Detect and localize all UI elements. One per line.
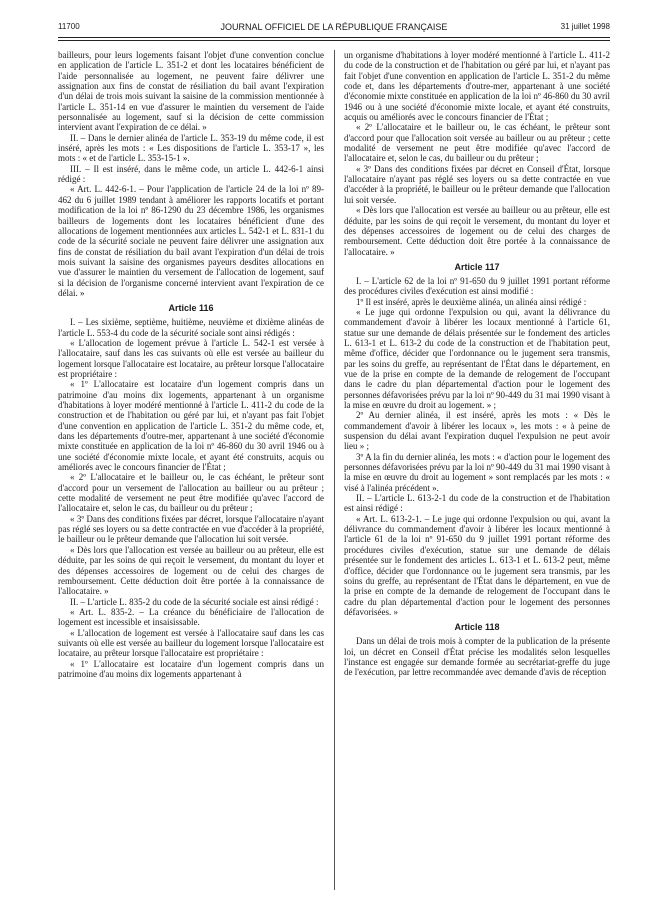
- paragraph: 3º A la fin du dernier alinéa, les mots : « d'action pour le logement des personnes défavorisées prévu par la loi nº 90-449 du 31 mai 1990 visant à la mise en œuvre du droit au logement » sont remplacés par les mots : « visé à l'alinéa précédent ».: [344, 451, 610, 493]
- paragraph: un organisme d'habitations à loyer modéré mentionné à l'article L. 411-2 du code de la construction et de l'habitation ou géré par lui, et n'ayant pas fait l'objet d'une convention en application de l'article L. 351-2 du même code et, dans les départements d'outre-mer, appartenant à une société d'économie mixte constituée en application de la loi nº 46-860 du 30 avril 1946 ou à une société d'économie mixte locale, et ayant été construits, acquis ou améliorés avec le concours financier de l'État ;: [344, 50, 610, 123]
- header-rule: [58, 37, 610, 38]
- paragraph: « 2º L'allocataire et le bailleur ou, le cas échéant, le prêteur sont d'accord pour un versement de l'allocation au bailleur ou au prêteur ; cette modalité de versement ne peut être modifiée qu'avec l'accord de l'allocataire et, selon le cas, du bailleur ou du prêteur ;: [58, 472, 324, 514]
- paragraph: I. – Les sixième, septième, huitième, neuvième et dixième alinéas de l'article L. 553-4 du code de la sécurité sociale sont ainsi rédigés :: [58, 317, 324, 338]
- paragraph: « Art. L. 442-6-1. – Pour l'application de l'article 24 de la loi nº 89-462 du 6 juillet 1989 tendant à améliorer les rapports locatifs et portant modification de la loi nº 86-1290 du 23 décembre 1986, les organismes bailleurs de logements dont les locataires bénéficient d'une des allocations de logement mentionnées aux articles L. 542-1 et L. 831-1 du code de la sécurité sociale ne peuvent faire délivrer une assignation aux fins de constat de résiliation du bail avant l'expiration d'un délai de trois mois suivant la saisine des organismes payeurs desdites allocations en vue d'assurer le maintien du versement de l'allocation de logement, sauf si la décision de l'organisme concerné intervient avant l'expiration de ce délai. »: [58, 184, 324, 298]
- paragraph: « Dès lors que l'allocation est versée au bailleur ou au prêteur, elle est déduite, par les soins de qui reçoit le versement, du montant du loyer et des dépenses accessoires de logement ou de celui des charges de remboursement. Cette déduction doit être portée à la connaissance de l'allocataire. »: [344, 205, 610, 257]
- paragraph: 1º Il est inséré, après le deuxième alinéa, un alinéa ainsi rédigé :: [356, 296, 587, 307]
- right-column: [344, 50, 610, 895]
- paragraph: « Art. L. 835-2. – La créance du bénéficiaire de l'allocation de logement est incessible et insaisissable.: [58, 606, 324, 628]
- paragraph: « 3º Dans des conditions fixées par décret, lorsque l'allocataire n'ayant pas réglé ses loyers ou sa dette contractée en vue d'accéder à la propriété, le bailleur ou le prêteur demande que l'allocation lui soit versée.: [58, 513, 324, 545]
- paragraph: « Le juge qui ordonne l'expulsion ou qui, avant la délivrance du commandement d'avoir à libérer les locaux mentionné à l'article 61, statue sur une demande de délais présentée sur le fondement des articles L. 613-1 et L. 613-2 du code de la construction et de l'habitation peut, même d'office, décider que l'ordonnance ou le jugement sera transmis, par les soins du greffe, au représentant de l'État dans le département, en vue de la prise en compte de la demande de relogement de l'occupant dans le cadre du plan départemental d'action pour le logement des personnes défavorisées prévu par la loi nº 90-449 du 31 mai 1990 visant à la mise en œuvre du droit au logement. » ;: [344, 306, 610, 410]
- article-heading-117: Article 117: [454, 261, 500, 272]
- paragraph: bailleurs, pour leurs logements faisant l'objet d'une convention conclue en application de l'article L. 351-2 et dont les locataires bénéficient de l'aide personnalisée au logement, ne peuvent faire délivrer une assignation aux fins de constat de résiliation du bail avant l'expiration d'un délai de trois mois suivant la saisine de la commission mentionnée à l'article L. 351-14 en vue d'assurer le maintien du versement de l'aide personnalisée au logement, sauf si la décision de cette commission intervient avant l'expiration de ce délai. »: [58, 50, 324, 133]
- paragraph: « L'allocation de logement prévue à l'article L. 542-1 est versée à l'allocataire, sauf dans les cas suivants où elle est versée au bailleur du logement lorsque l'allocataire est locataire, au prêteur lorsque l'allocataire est propriétaire :: [58, 337, 324, 379]
- paragraph: II. – Dans le dernier alinéa de l'article L. 353-19 du même code, il est inséré, après les mots : « Les dispositions de l'article L. 353-17 », les mots : « et de l'article L. 353-15-1 ».: [58, 132, 324, 164]
- paragraph: « Art. L. 613-2-1. – Le juge qui ordonne l'expulsion ou qui, avant la délivrance du commandement d'avoir à libérer les locaux mentionné à l'article 61 de la loi nº 91-650 du 9 juillet 1991 portant réforme des procédures civiles d'exécution, statue sur une demande de délais présentée sur le fondement des articles L. 613-1 et L. 613-2 peut, même d'office, décider que l'ordonnance ou le jugement sera transmis, par les soins du greffe, au représentant de l'État dans le département, en vue de la prise en compte de la demande de relogement de l'occupant dans le cadre du plan départemental d'action pour le logement des personnes défavorisées. »: [344, 513, 610, 617]
- paragraph: 2º Au dernier alinéa, il est inséré, après les mots : « Dès le commandement d'avoir à libérer les locaux », les mots : « à peine de suspension du délai avant l'expiration duquel l'expulsion ne peut avoir lieu » ;: [344, 410, 610, 452]
- article-heading-118: Article 118: [454, 622, 500, 633]
- page-header: [58, 20, 610, 34]
- issue-date: 31 juillet 1998: [560, 22, 610, 31]
- paragraph: « Dès lors que l'allocation est versée au bailleur ou au prêteur, elle est déduite, par les soins de qui reçoit le versement, du montant du loyer et des dépenses accessoires de logement ou de celui des charges de remboursement. Cette déduction doit être portée à la connaissance de l'allocataire. »: [58, 544, 324, 597]
- paragraph: « L'allocation de logement est versée à l'allocataire sauf dans les cas suivants où elle est versée au bailleur du logement lorsque l'allocataire est locataire, au prêteur lorsque l'allocataire est propriétaire :: [58, 627, 324, 659]
- paragraph: « 1º L'allocataire est locataire d'un logement compris dans un patrimoine d'au moins dix logements appartenant à: [58, 658, 324, 679]
- left-column: [58, 50, 324, 895]
- paragraph: I. – L'article 62 de la loi nº 91-650 du 9 juillet 1991 portant réforme des procédures civiles d'exécution est ainsi modifié :: [344, 275, 610, 297]
- paragraph: Dans un délai de trois mois à compter de la publication de la présente loi, un décret en Conseil d'État précise les modalités selon lesquelles l'instance est engagée sur demande formée au secrétariat-greffe du juge de l'exécution, par lettre recommandée avec demande d'avis de réception: [344, 636, 610, 678]
- paragraph: III. – Il est inséré, dans le même code, un article L. 442-6-1 ainsi rédigé :: [58, 163, 324, 185]
- paragraph: « 2º L'allocataire et le bailleur ou, le cas échéant, le prêteur sont d'accord pour que l'allocation soit versée au bailleur ou au prêteur ; cette modalité de versement ne peut être modifiée qu'avec l'accord de l'allocataire et, selon le cas, du bailleur ou du prêteur ;: [344, 122, 610, 164]
- page-number: 11700: [58, 22, 80, 31]
- article-heading-116: Article 116: [168, 303, 214, 314]
- journal-title: JOURNAL OFFICIEL DE LA RÉPUBLIQUE FRANÇAISE: [220, 22, 448, 32]
- paragraph: II. – L'article L. 835-2 du code de la sécurité sociale est ainsi rédigé :: [70, 596, 319, 607]
- paragraph: « 1º L'allocataire est locataire d'un logement compris dans un patrimoine d'au moins dix logements, appartenant à un organisme d'habitations à loyer modéré mentionné à l'article L. 411-2 du code de la construction et de l'habitation ou géré par lui, et n'ayant pas fait l'objet d'une convention en application de l'article L. 351-2 du même code, et, dans les départements d'outre-mer, appartenant à une société d'économie mixte constituée en application de la loi nº 46-860 du 30 avril 1946 ou à une société d'économie mixte locale, et ayant été construits, acquis ou améliorés avec le concours financier de l'État ;: [58, 379, 324, 473]
- paragraph: « 3º Dans des conditions fixées par décret en Conseil d'État, lorsque l'allocataire n'ayant pas réglé ses loyers ou sa dette contractée en vue d'accéder à la propriété, le bailleur ou le prêteur demande que l'allocation lui soit versée.: [344, 163, 610, 205]
- header-rule-secondary: [58, 40, 610, 41]
- column-divider: [334, 50, 335, 890]
- paragraph: II. – L'article L. 613-2-1 du code de la construction et de l'habitation est ainsi rédigé :: [344, 493, 610, 514]
